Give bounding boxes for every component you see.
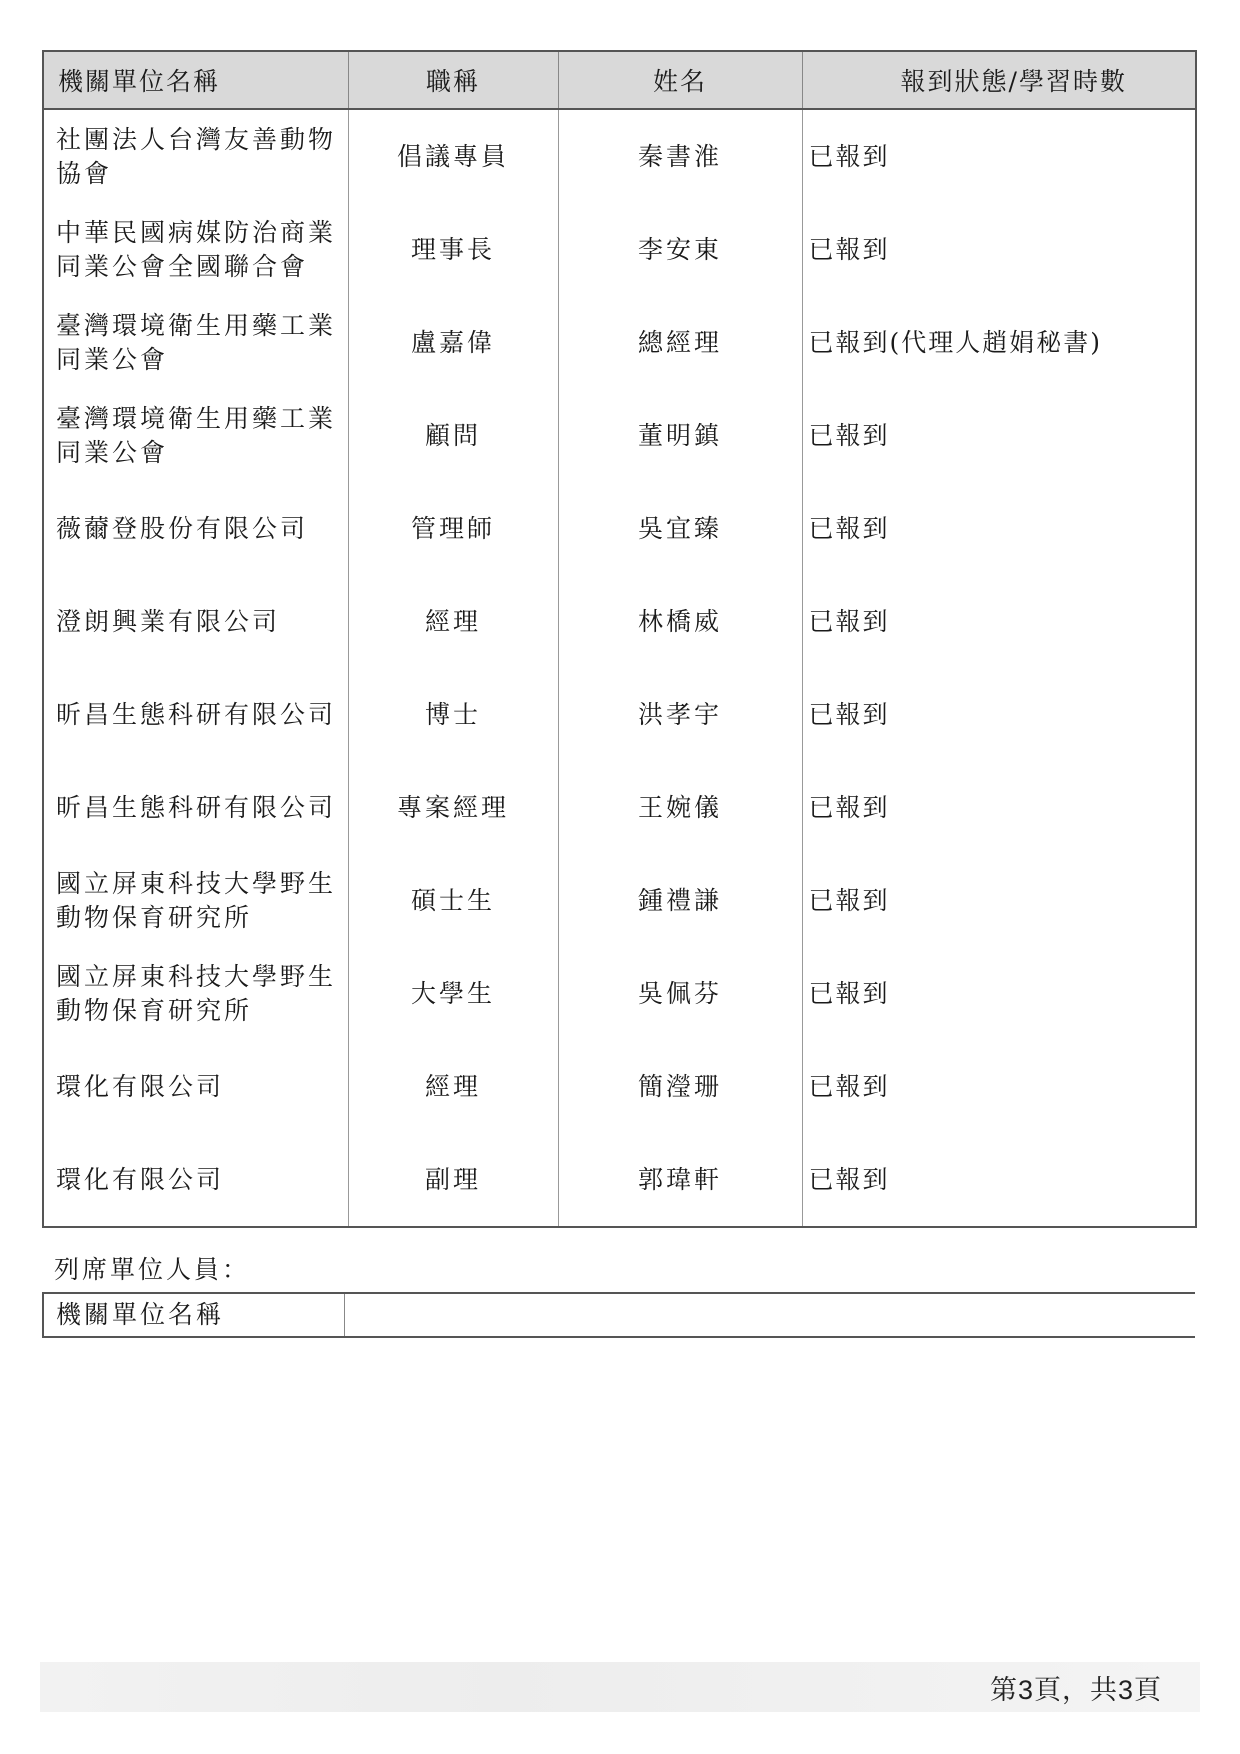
title-cell: 顧問 [348,389,558,482]
attendee-table [42,50,1197,1228]
status-cell: 已報到 [808,792,890,822]
title-cell: 經理 [348,1040,558,1133]
attendee-table-body [43,109,1196,1227]
table-row [43,575,1196,668]
name-cell: 王婉儀 [558,761,802,854]
org-cell: 國立屏東科技大學野生動物保育研究所 [43,854,348,947]
status-cell: 已報到 [808,606,890,636]
header-status: 報到狀態/學習時數 [802,51,1196,109]
status-cell: 已報到 [808,234,890,264]
title-cell: 理事長 [348,203,558,296]
table-row [43,947,1196,1040]
table-row [43,482,1196,575]
name-cell: 洪孝宇 [558,668,802,761]
name-cell: 鍾禮謙 [558,854,802,947]
table-row [43,668,1196,761]
org-cell: 環化有限公司 [43,1133,348,1227]
title-cell: 倡議專員 [348,109,558,203]
attendee-table-header [43,51,1196,109]
org-cell: 昕昌生態科研有限公司 [43,761,348,854]
name-cell: 吳宜臻 [558,482,802,575]
org-cell: 環化有限公司 [43,1040,348,1133]
table-row [43,761,1196,854]
header-name: 姓名 [558,51,802,109]
table-row [43,389,1196,482]
status-cell: 已報到(代理人趙娟秘書) [808,327,1103,357]
title-cell: 大學生 [348,947,558,1040]
name-cell: 秦書淮 [558,109,802,203]
table-row [43,296,1196,389]
title-cell: 經理 [348,575,558,668]
org-cell: 澄朗興業有限公司 [43,575,348,668]
observers-caption: 列席單位人員： [54,1255,251,1284]
org-cell: 臺灣環境衛生用藥工業同業公會 [43,296,348,389]
name-cell: 董明鎮 [558,389,802,482]
name-cell: 吳佩芬 [558,947,802,1040]
table-row [43,109,1196,203]
header-title: 職稱 [348,51,558,109]
table-row [43,1133,1196,1227]
status-cell: 已報到 [808,1071,890,1101]
name-cell: 郭瑋軒 [558,1133,802,1227]
table-row [43,854,1196,947]
table-row [43,203,1196,296]
status-cell: 已報到 [808,141,890,171]
title-cell: 專案經理 [348,761,558,854]
org-cell: 國立屏東科技大學野生動物保育研究所 [43,947,348,1040]
title-cell: 副理 [348,1133,558,1227]
status-cell: 已報到 [808,513,890,543]
observers-header-org: 機關單位名稱 [42,1294,345,1336]
page-number: 第3頁，共3頁 [989,1675,1162,1705]
status-cell: 已報到 [808,885,890,915]
title-cell: 盧嘉偉 [348,296,558,389]
org-cell: 中華民國病媒防治商業同業公會全國聯合會 [43,203,348,296]
name-cell: 總經理 [558,296,802,389]
title-cell: 管理師 [348,482,558,575]
org-cell: 昕昌生態科研有限公司 [43,668,348,761]
status-cell: 已報到 [808,1164,890,1194]
org-cell: 薇薾登股份有限公司 [43,482,348,575]
status-cell: 已報到 [808,978,890,1008]
observers-table [42,1292,1195,1338]
org-cell: 臺灣環境衛生用藥工業同業公會 [43,389,348,482]
org-cell: 社團法人台灣友善動物協會 [43,109,348,203]
name-cell: 林橋威 [558,575,802,668]
table-row [43,1040,1196,1133]
name-cell: 簡瀅珊 [558,1040,802,1133]
header-org: 機關單位名稱 [43,51,348,109]
header-row [43,51,1196,109]
name-cell: 李安東 [558,203,802,296]
title-cell: 博士 [348,668,558,761]
title-cell: 碩士生 [348,854,558,947]
status-cell: 已報到 [808,699,890,729]
status-cell: 已報到 [808,420,890,450]
